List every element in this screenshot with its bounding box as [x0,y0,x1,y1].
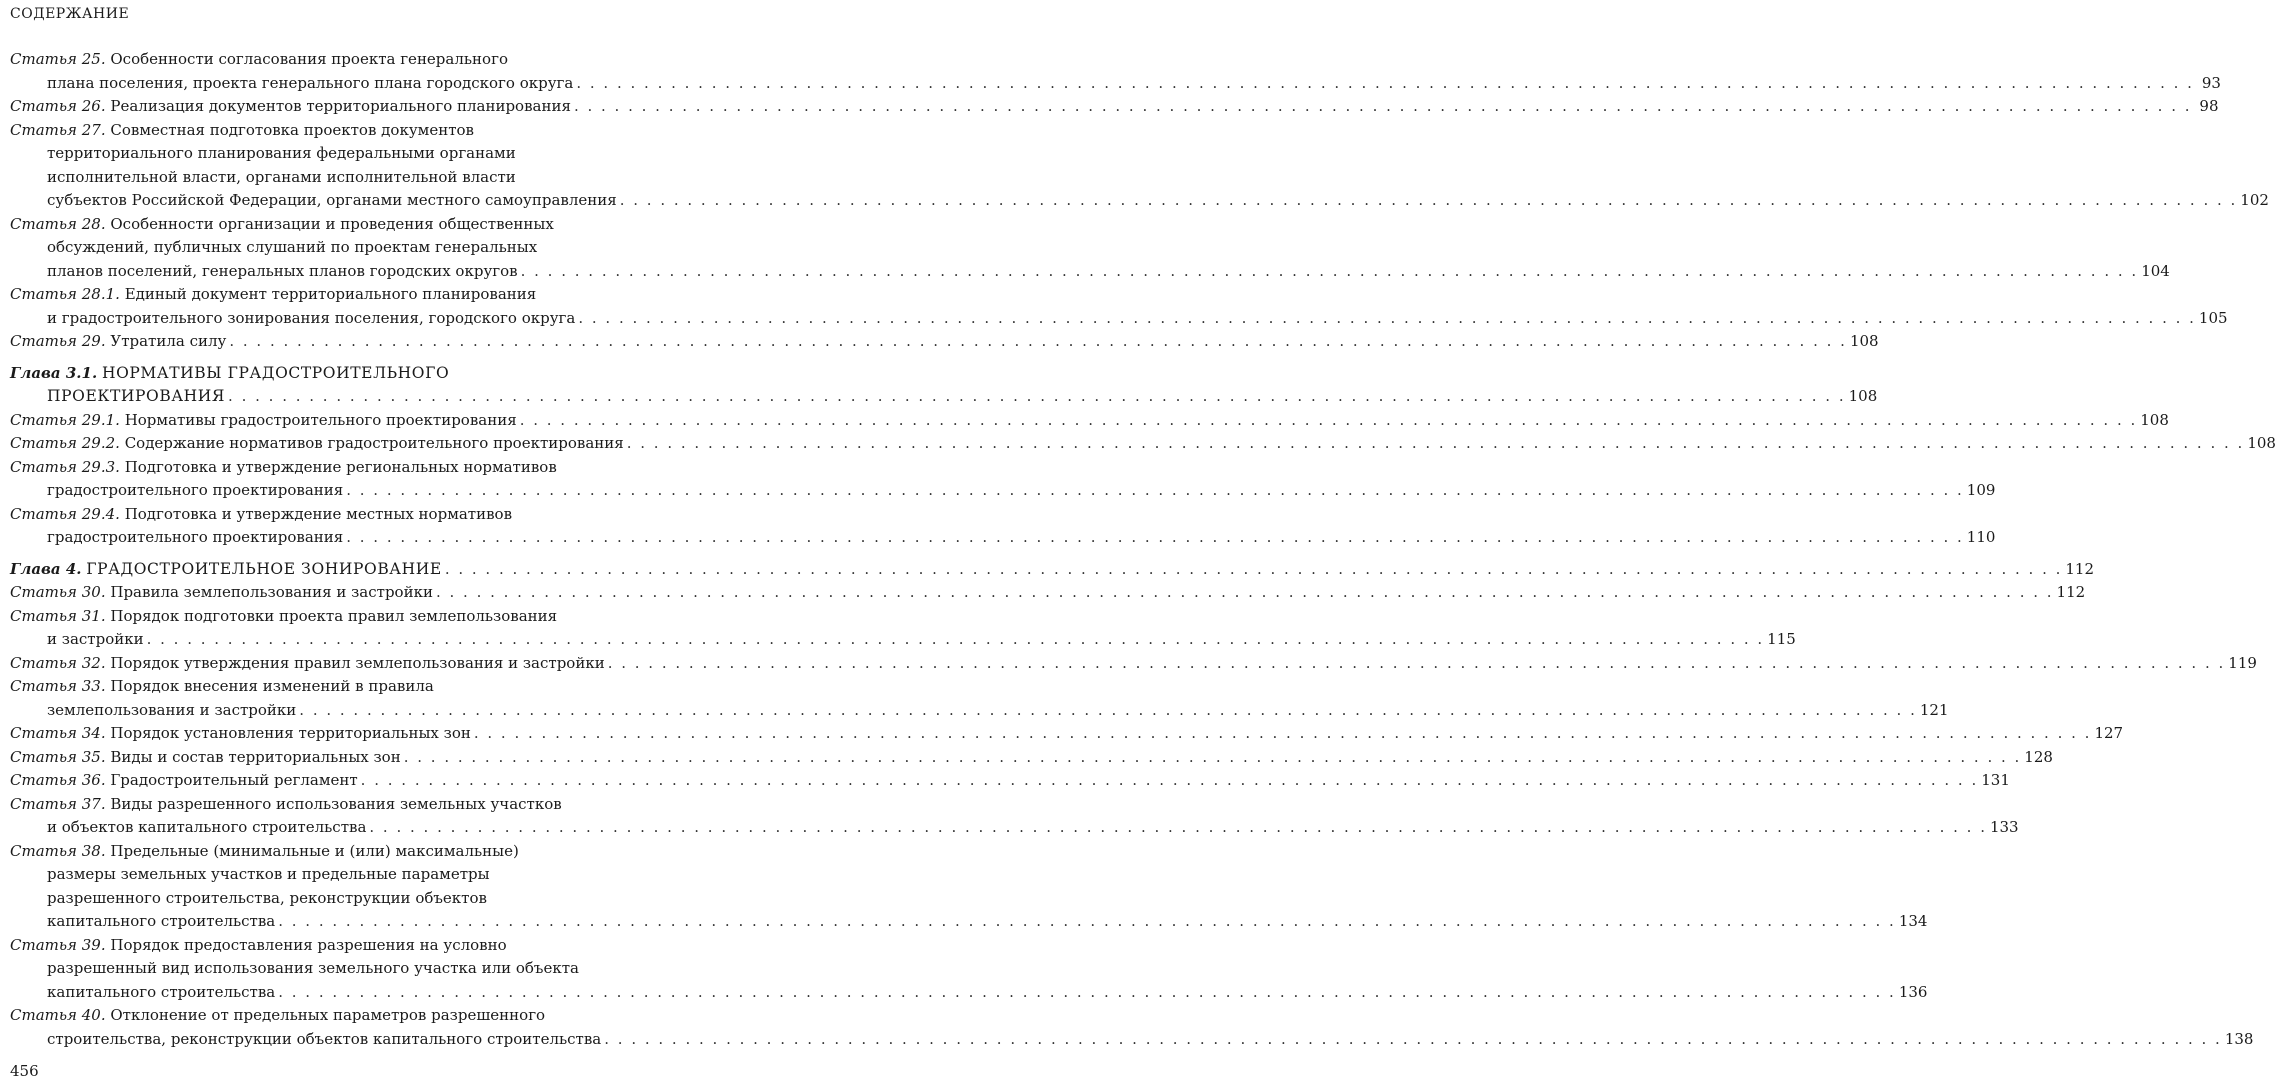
toc-page-number: 127 [2094,724,2124,742]
dot-leader: . . . . . . . . . . . . . . . . . . . . . . . . . . . . . . . . . . . . . . . . . . . . . . . . . . . . . . . . . . . . . . . . . . . . . . . . . . . . . . . . . . . . . . . . . . . . . . . . . . . . . . . . . . . . . . . . . . . . . . . . [444,559,2063,578]
toc-article-entry[interactable] [10,840,1928,934]
toc-page-number: 110 [1966,528,1996,546]
article-number: Статья 28. [10,214,106,233]
toc-entry-line [10,213,662,237]
toc-entry-line [10,503,662,527]
article-number: Статья 35. [10,747,106,766]
article-title: Реализация документов территориального планирования [110,97,571,115]
toc-entry-line [10,957,662,981]
dot-leader: . . . . . . . . . . . . . . . . . . . . . . . . . . . . . . . . . . . . . . . . . . . . . . . . . . . . . . . . . . . . . . . . . . . . . . . . . . . . . . . . . . . . . . . . . . . . . . . . . . . . . . . . . . . . . . . . . . . . . . . . [473,724,2092,742]
toc-entry-line [10,910,1928,934]
toc-entry-line [10,769,2010,793]
toc-entry-text [47,189,617,213]
article-number: Статья 36. [10,771,106,789]
article-number: Статья 27. [10,120,106,139]
toc-entry-text [47,628,144,652]
article-number: Статья 32. [10,653,106,672]
article-number: Статья 40. [10,1006,106,1024]
article-title: Особенности организации и проведения общественных [110,214,554,233]
toc-entry-line [10,307,2228,331]
toc-article-entry[interactable] [10,722,2124,746]
table-of-contents [10,48,2276,1051]
dot-leader: . . . . . . . . . . . . . . . . . . . . . . . . . . . . . . . . . . . . . . . . . . . . . . . . . . . . . . . . . . . . . . . . . . . . . . . . . . . . . . . . . . . . . . . . . . . . . . . . . . . . . . . . . . . . . . . . . . . . . . . . [369,818,1987,836]
article-title: Правила землепользования и застройки [110,583,433,601]
chapter-title: ГРАДОСТРОИТЕЛЬНОЕ ЗОНИРОВАНИЕ [86,559,442,578]
chapter-spacer [10,354,662,362]
article-title: Порядок внесения изменений в правила [110,677,434,695]
toc-entry-text [47,479,343,503]
toc-entry-line [10,236,662,260]
dot-leader: . . . . . . . . . . . . . . . . . . . . . . . . . . . . . . . . . . . . . . . . . . . . . . . . . . . . . . . . . . . . . . . . . . . . . . . . . . . . . . . . . . . . . . . . . . . . . . . . . . . . . . . . . . . . . . . . . . . . . . . . [146,630,1765,648]
article-title: исполнительной власти, органами исполнительной власти [47,167,516,186]
article-title: Содержание нормативов градостроительного проектирования [124,434,624,452]
toc-page-number: 108 [2140,410,2169,429]
toc-page-number: 105 [2198,308,2228,327]
toc-article-entry[interactable] [10,934,1928,1005]
dot-leader: . . . . . . . . . . . . . . . . . . . . . . . . . . . . . . . . . . . . . . . . . . . . . . . . . . . . . . . . . . . . . . . . . . . . . . . . . . . . . . . . . . . . . . . . . . . . . . . . . . . . . . . . . . . . . . . . . . . . . . . . [576,73,2194,92]
toc-entry-text [47,981,275,1005]
toc-entry-line [10,840,662,864]
article-title: Порядок подготовки проекта правил землепользования [110,606,558,625]
toc-entry-text [10,722,471,746]
toc-chapter-entry[interactable] [10,558,2095,582]
toc-entry-text [47,526,343,550]
toc-page-number: 119 [2228,653,2257,672]
dot-leader: . . . . . . . . . . . . . . . . . . . . . . . . . . . . . . . . . . . . . . . . . . . . . . . . . . . . . . . . . . . . . . . . . . . . . . . . . . . . . . . . . . . . . . . . . . . . . . . . . . . . . . . . . . . . . . . . . . . . . . . . [228,387,1846,405]
chapter-title: ПРОЕКТИРОВАНИЯ [47,387,226,405]
toc-entry-line [10,119,662,143]
toc-page-number: 131 [1981,771,2010,789]
toc-article-entry[interactable] [10,793,2019,840]
article-title: Порядок утверждения правил землепользования и застройки [110,653,605,672]
toc-entry-line [10,934,662,958]
article-title: и застройки [47,630,144,648]
dot-leader: . . . . . . . . . . . . . . . . . . . . . . . . . . . . . . . . . . . . . . . . . . . . . . . . . . . . . . . . . . . . . . . . . . . . . . . . . . . . . . . . . . . . . . . . . . . . . . . . . . . . . . . . . . . . . . . . . . . . . . . . [229,332,1847,350]
toc-entry-text [10,432,624,456]
dot-leader: . . . . . . . . . . . . . . . . . . . . . . . . . . . . . . . . . . . . . . . . . . . . . . . . . . . . . . . . . . . . . . . . . . . . . . . . . . . . . . . . . . . . . . . . . . . . . . . . . . . . . . . . . . . . . . . . . . . . . . . . [578,308,2196,327]
toc-entry-text [47,260,518,284]
article-title: и объектов капитального строительства [47,818,367,836]
toc-entry-line [10,816,2019,840]
toc-article-entry[interactable] [10,652,2257,676]
toc-page-number: 102 [2240,191,2269,209]
dot-leader: . . . . . . . . . . . . . . . . . . . . . . . . . . . . . . . . . . . . . . . . . . . . . . . . . . . . . . . . . . . . . . . . . . . . . . . . . . . . . . . . . . . . . . . . . . . . . . . . . . . . . . . . . . . . . . . . . . . . . . . . [519,410,2138,429]
dot-leader: . . . . . . . . . . . . . . . . . . . . . . . . . . . . . . . . . . . . . . . . . . . . . . . . . . . . . . . . . . . . . . . . . . . . . . . . . . . . . . . . . . . . . . . . . . . . . . . . . . . . . . . . . . . . . . . . . . . . . . . . [607,653,2226,672]
article-number: Статья 29.1. [10,410,120,429]
toc-entry-text [10,746,401,770]
dot-leader: . . . . . . . . . . . . . . . . . . . . . . . . . . . . . . . . . . . . . . . . . . . . . . . . . . . . . . . . . . . . . . . . . . . . . . . . . . . . . . . . . . . . . . . . . . . . . . . . . . . . . . . . . . . . . . . . . . . . . . . . [520,261,2139,280]
toc-entry-line [10,628,1796,652]
toc-entry-line [10,981,1928,1005]
toc-entry-line [10,652,2257,676]
toc-entry-text [47,910,275,934]
article-title: землепользования и застройки [47,700,297,719]
toc-article-entry[interactable] [10,409,2169,433]
toc-entry-line [10,558,2095,582]
article-title: Градостроительный регламент [110,771,358,789]
article-title: Виды и состав территориальных зон [110,747,401,766]
toc-page-number: 98 [2199,97,2219,115]
running-head: СОДЕРЖАНИЕ [10,6,130,22]
toc-page-number: 104 [2141,261,2170,280]
page-number: 456 [10,1062,39,1080]
toc-article-entry[interactable] [10,581,2086,605]
article-title: градостроительного проектирования [47,481,344,499]
article-number: Статья 29.3. [10,457,120,476]
toc-chapter-entry[interactable] [10,362,1878,409]
dot-leader: . . . . . . . . . . . . . . . . . . . . . . . . . . . . . . . . . . . . . . . . . . . . . . . . . . . . . . . . . . . . . . . . . . . . . . . . . . . . . . . . . . . . . . . . . . . . . . . . . . . . . . . . . . . . . . . . . . . . . . . . [619,191,2238,209]
toc-entry-line [10,1028,2254,1052]
article-number: Статья 38. [10,841,106,860]
chapter-title: НОРМАТИВЫ ГРАДОСТРОИТЕЛЬНОГО [101,363,450,382]
toc-entry-line [10,456,662,480]
chapter-number: Глава 4. [10,559,82,578]
toc-entry-line [10,526,1996,550]
dot-leader: . . . . . . . . . . . . . . . . . . . . . . . . . . . . . . . . . . . . . . . . . . . . . . . . . . . . . . . . . . . . . . . . . . . . . . . . . . . . . . . . . . . . . . . . . . . . . . . . . . . . . . . . . . . . . . . . . . . . . . . . [278,912,1896,930]
article-title: строительства, реконструкции объектов капитального строительства [47,1029,602,1048]
article-number: Статья 29. [10,332,106,350]
article-title: обсуждений, публичных слушаний по проектам генеральных [47,238,538,256]
article-title: Единый документ территориального планирования [124,285,537,303]
toc-entry-line [10,675,662,699]
article-title: субъектов Российской Федерации, органами местного самоуправления [47,191,617,209]
article-title: Порядок установления территориальных зон [110,724,471,742]
toc-entry-line [10,95,2219,119]
article-title: Подготовка и утверждение местных нормативов [124,504,513,523]
toc-page-number: 128 [2024,747,2053,766]
toc-entry-text [47,816,366,840]
dot-leader: . . . . . . . . . . . . . . . . . . . . . . . . . . . . . . . . . . . . . . . . . . . . . . . . . . . . . . . . . . . . . . . . . . . . . . . . . . . . . . . . . . . . . . . . . . . . . . . . . . . . . . . . . . . . . . . . . . . . . . . . [435,583,2054,601]
dot-leader: . . . . . . . . . . . . . . . . . . . . . . . . . . . . . . . . . . . . . . . . . . . . . . . . . . . . . . . . . . . . . . . . . . . . . . . . . . . . . . . . . . . . . . . . . . . . . . . . . . . . . . . . . . . . . . . . . . . . . . . . [604,1029,2222,1048]
article-title: планов поселений, генеральных планов городских округов [47,261,518,280]
toc-entry-text [10,330,226,354]
toc-entry-line [10,746,2053,770]
dot-leader: . . . . . . . . . . . . . . . . . . . . . . . . . . . . . . . . . . . . . . . . . . . . . . . . . . . . . . . . . . . . . . . . . . . . . . . . . . . . . . . . . . . . . . . . . . . . . . . . . . . . . . . . . . . . . . . . . . . . . . . . [278,982,1896,1001]
toc-entry-line [10,793,662,817]
article-title: размеры земельных участков и предельные параметры [47,865,490,883]
toc-entry-line [10,605,662,629]
article-title: Особенности согласования проекта генерального [110,50,508,68]
article-number: Статья 34. [10,724,106,742]
toc-entry-text [10,558,442,582]
article-title: капитального строительства [47,912,276,930]
toc-entry-text [10,581,433,605]
toc-entry-line [10,330,1879,354]
article-title: Нормативы градостроительного проектирования [124,410,517,429]
toc-page-number: 112 [2056,583,2086,601]
toc-entry-line [10,699,1949,723]
toc-page-number: 108 [2247,434,2276,452]
dot-leader: . . . . . . . . . . . . . . . . . . . . . . . . . . . . . . . . . . . . . . . . . . . . . . . . . . . . . . . . . . . . . . . . . . . . . . . . . . . . . . . . . . . . . . . . . . . . . . . . . . . . . . . . . . . . . . . . . . . . . . . . [299,700,1917,719]
toc-page-number: 136 [1898,982,1928,1001]
article-number: Статья 26. [10,97,106,115]
toc-entry-line [10,283,662,307]
article-number: Статья 31. [10,606,106,625]
toc-article-entry[interactable] [10,119,2269,213]
article-title: Порядок предоставления разрешения на условно [110,935,507,954]
dot-leader: . . . . . . . . . . . . . . . . . . . . . . . . . . . . . . . . . . . . . . . . . . . . . . . . . . . . . . . . . . . . . . . . . . . . . . . . . . . . . . . . . . . . . . . . . . . . . . . . . . . . . . . . . . . . . . . . . . . . . . . . [573,97,2192,115]
dot-leader: . . . . . . . . . . . . . . . . . . . . . . . . . . . . . . . . . . . . . . . . . . . . . . . . . . . . . . . . . . . . . . . . . . . . . . . . . . . . . . . . . . . . . . . . . . . . . . . . . . . . . . . . . . . . . . . . . . . . . . . . [360,771,1979,789]
toc-entry-line [10,863,662,887]
toc-entry-line [10,142,662,166]
toc-article-entry[interactable] [10,1004,2254,1051]
toc-page-number: 108 [1848,387,1878,405]
toc-page-number: 121 [1919,700,1949,719]
article-title: капитального строительства [47,982,276,1001]
toc-page-number: 93 [2201,73,2221,92]
toc-entry-line [10,1004,662,1028]
toc-entry-line [10,72,2221,96]
article-title: Отклонение от предельных параметров разрешенного [110,1006,546,1024]
toc-page-number: 133 [1989,818,2019,836]
article-number: Статья 29.2. [10,434,120,452]
article-number: Статья 29.4. [10,504,120,523]
toc-entry-line [10,432,2276,456]
article-title: и градостроительного зонирования поселения, городского округа [47,308,576,327]
toc-article-entry[interactable] [10,769,2010,793]
toc-article-entry[interactable] [10,675,1949,722]
toc-entry-line [10,48,662,72]
toc-entry-line [10,189,2269,213]
article-title: градостроительного проектирования [47,528,344,546]
toc-entry-text [10,95,571,119]
toc-entry-line [10,362,662,386]
toc-page-number: 115 [1767,630,1796,648]
dot-leader: . . . . . . . . . . . . . . . . . . . . . . . . . . . . . . . . . . . . . . . . . . . . . . . . . . . . . . . . . . . . . . . . . . . . . . . . . . . . . . . . . . . . . . . . . . . . . . . . . . . . . . . . . . . . . . . . . . . . . . . . [403,747,2022,766]
toc-entry-line [10,409,2169,433]
toc-page-number: 134 [1898,912,1928,930]
toc-entry-line [10,581,2086,605]
toc-entry-text [47,307,575,331]
article-title: Виды разрешенного использования земельных участков [110,794,562,813]
toc-page-number: 112 [2065,559,2095,578]
toc-page-number: 138 [2224,1029,2254,1048]
toc-article-entry[interactable] [10,503,1996,550]
toc-entry-text [10,769,358,793]
toc-article-entry[interactable] [10,432,2276,456]
article-title: Утратила силу [110,332,227,350]
toc-entry-text [47,385,225,409]
toc-entry-line [10,887,662,911]
toc-entry-line [10,385,1878,409]
article-number: Статья 28.1. [10,285,120,303]
toc-entry-line [10,722,2124,746]
toc-entry-text [47,72,573,96]
article-title: Подготовка и утверждение региональных нормативов [124,457,557,476]
dot-leader: . . . . . . . . . . . . . . . . . . . . . . . . . . . . . . . . . . . . . . . . . . . . . . . . . . . . . . . . . . . . . . . . . . . . . . . . . . . . . . . . . . . . . . . . . . . . . . . . . . . . . . . . . . . . . . . . . . . . . . . . [346,481,1964,499]
toc-article-entry[interactable] [10,95,2219,119]
toc-article-entry[interactable] [10,456,1996,503]
toc-entry-line [10,479,1996,503]
dot-leader: . . . . . . . . . . . . . . . . . . . . . . . . . . . . . . . . . . . . . . . . . . . . . . . . . . . . . . . . . . . . . . . . . . . . . . . . . . . . . . . . . . . . . . . . . . . . . . . . . . . . . . . . . . . . . . . . . . . . . . . . [346,528,1964,546]
article-title: разрешенного строительства, реконструкции объектов [47,888,487,907]
toc-article-entry[interactable] [10,605,1796,652]
chapter-number: Глава 3.1. [10,363,98,382]
article-title: Предельные (минимальные и (или) максимальные) [110,841,519,860]
article-number: Статья 25. [10,50,106,68]
toc-entry-line [10,166,662,190]
toc-article-entry[interactable] [10,48,2221,95]
article-title: территориального планирования федеральными органами [47,144,516,162]
article-number: Статья 33. [10,677,106,695]
toc-entry-text [47,1028,601,1052]
article-number: Статья 39. [10,935,106,954]
toc-article-entry[interactable] [10,283,2228,330]
article-title: разрешенный вид использования земельного участка или объекта [47,959,579,977]
toc-article-entry[interactable] [10,330,1879,354]
toc-entry-text [10,652,605,676]
toc-entry-line [10,260,2170,284]
chapter-spacer [10,550,662,558]
dot-leader: . . . . . . . . . . . . . . . . . . . . . . . . . . . . . . . . . . . . . . . . . . . . . . . . . . . . . . . . . . . . . . . . . . . . . . . . . . . . . . . . . . . . . . . . . . . . . . . . . . . . . . . . . . . . . . . . . . . . . . . . [626,434,2245,452]
toc-page-number: 108 [1849,332,1879,350]
toc-article-entry[interactable] [10,746,2053,770]
article-number: Статья 37. [10,794,106,813]
article-title: Совместная подготовка проектов документов [110,120,474,139]
toc-entry-text [10,409,517,433]
toc-page-number: 109 [1966,481,1996,499]
toc-entry-text [47,699,296,723]
article-title: плана поселения, проекта генерального плана городского округа [47,73,574,92]
article-number: Статья 30. [10,583,106,601]
toc-article-entry[interactable] [10,213,2170,284]
